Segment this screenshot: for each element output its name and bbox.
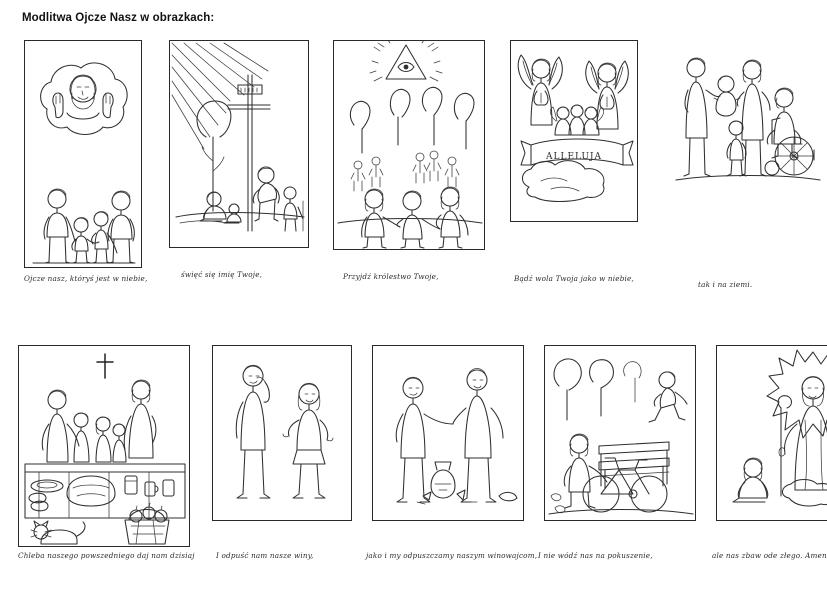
- illustration-cross-and-worshippers: [170, 41, 309, 248]
- panel-5: [674, 40, 822, 289]
- panel-10-frame: [716, 345, 827, 521]
- illustration-helping-on-earth: [674, 40, 822, 192]
- banner-label: ALLELUJA: [546, 152, 602, 162]
- panel-3-frame: [333, 40, 485, 250]
- panel-9-caption: I nie wódź nas na pokuszenie,: [538, 551, 653, 560]
- panel-10-caption: ale nas zbaw ode złego. Amen: [712, 551, 827, 560]
- panel-1-frame: [24, 40, 142, 268]
- panel-9: [538, 345, 696, 560]
- panel-2-caption: święć się imię Twoje,: [181, 270, 263, 279]
- panel-8-frame: [372, 345, 524, 521]
- panel-3: [333, 40, 485, 281]
- illustration-daily-bread-family-table: [19, 346, 190, 547]
- panel-7-frame: [212, 345, 352, 521]
- illustration-kingdom-come: [334, 41, 485, 250]
- panel-4: [510, 40, 638, 283]
- panel-8-caption: jako i my odpuszczamy naszym winowajcom,: [366, 551, 538, 560]
- illustration-forgive-us: [213, 346, 352, 521]
- illustration-we-forgive-others: [373, 346, 524, 521]
- panel-5-caption: tak i na ziemi.: [698, 280, 753, 289]
- panel-2-frame: [169, 40, 309, 248]
- panel-row-top: [0, 40, 827, 289]
- panel-6: [18, 345, 195, 560]
- illustration-lead-us-not-into-temptation: [545, 346, 696, 521]
- panel-4-frame: [510, 40, 638, 222]
- panel-9-frame: [544, 345, 696, 521]
- illustration-deliver-us-from-evil: [717, 346, 827, 521]
- panel-row-bottom: [0, 345, 827, 560]
- panel-8: [366, 345, 538, 560]
- panel-4-caption: Bądź wola Twoja jako w niebie,: [514, 274, 634, 283]
- panel-6-caption: Chleba naszego powszedniego daj nam dzisiaj: [18, 551, 195, 560]
- panel-7-caption: I odpuść nam nasze winy,: [216, 551, 314, 560]
- panel-2: [169, 40, 309, 279]
- panel-3-caption: Przyjdź królestwo Twoje,: [343, 272, 439, 281]
- page-title: Modlitwa Ojcze Nasz w obrazkach:: [22, 12, 215, 24]
- panel-5-frame: [674, 40, 822, 192]
- panel-10: [712, 345, 827, 560]
- illustration-jesus-in-cloud: [25, 41, 142, 268]
- panel-1-caption: Ojcze nasz, któryś jest w niebie,: [24, 274, 148, 283]
- illustration-angels-alleluja: [511, 41, 638, 222]
- panel-6-frame: [18, 345, 190, 547]
- panel-1: [24, 40, 148, 283]
- panel-7: [212, 345, 352, 560]
